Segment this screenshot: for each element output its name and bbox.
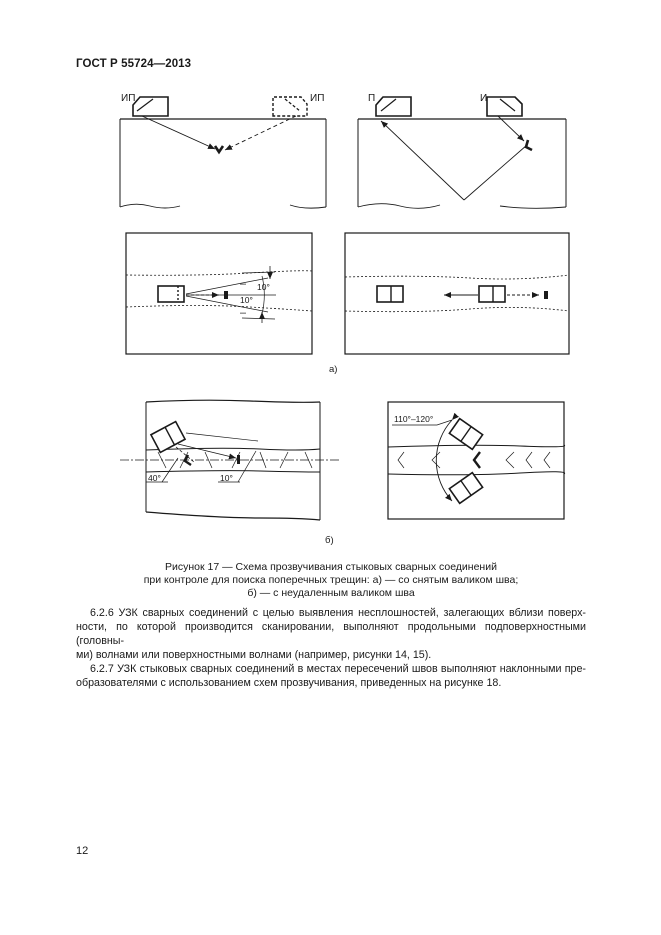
- probe-p: [376, 97, 411, 116]
- caption-line-1: Рисунок 17 — Схема прозвучивания стыковых сварных соединений: [165, 561, 497, 573]
- caption-line-2: при контроле для поиска поперечных трещин: а) — со снятым валиком шва;: [143, 574, 519, 586]
- plan-view-left: [126, 233, 312, 354]
- figure-caption: [76, 561, 586, 600]
- cross-section-right: [358, 97, 566, 208]
- sub-label-a: а): [329, 364, 338, 375]
- p1-line-2: ности, по которой производится сканировании, выполняют продольными подповерхностными (головны-: [76, 621, 586, 647]
- p1-line-1: 6.2.6 УЗК сварных соединений с целью выявления несплошностей, залегающих вблизи поверх-: [90, 607, 586, 619]
- label-l-lower: l: [239, 312, 248, 314]
- sub-label-b: б): [325, 535, 334, 546]
- label-ip-left: ИП: [121, 93, 136, 104]
- page-number: 12: [76, 845, 89, 857]
- p1-line-3: ми) волнами или поверхностными волнами (например, рисунки 14, 15).: [76, 649, 432, 661]
- label-ip-right: ИП: [310, 93, 325, 104]
- cross-section-left: [120, 97, 326, 208]
- label-l-upper: l: [239, 283, 248, 285]
- probe-b-left: [151, 422, 185, 453]
- caption-line-3: б) — с неудаленным валиком шва: [247, 587, 415, 599]
- probe-b-right-lower: [449, 473, 482, 504]
- label-angle-bottom: 10°: [240, 295, 253, 305]
- label-angle-10: 10°: [220, 473, 233, 483]
- crack-mark-right: [526, 140, 532, 150]
- p2-line-2: образователями с использованием схем прозвучивания, приведенных на рисунке 18.: [76, 677, 502, 689]
- document-header: ГОСТ Р 55724—2013: [76, 58, 192, 70]
- label-angle-range: 110°–120°: [394, 414, 434, 424]
- probe-plan-right-2: [479, 286, 505, 302]
- probe-i: [487, 97, 522, 116]
- probe-plan-left: [158, 286, 184, 302]
- crack-mark: [215, 146, 223, 152]
- p2-line-1: 6.2.7 УЗК стыковых сварных соединений в местах пересечений швов выполняют наклонными пре-: [90, 663, 586, 675]
- paragraph-6-2-7: [76, 662, 586, 690]
- paragraph-6-2-6: [76, 606, 586, 662]
- label-i: И: [480, 93, 488, 104]
- label-angle-top: 10°: [257, 282, 270, 292]
- probe-plan-right-1: [377, 286, 403, 302]
- plan-view-right: [345, 233, 569, 354]
- label-p: П: [368, 93, 376, 104]
- label-angle-40: 40°: [148, 473, 161, 483]
- bead-view-left: [120, 400, 340, 520]
- probe-ip-right-dashed: [273, 97, 307, 116]
- probe-ip-left: [133, 97, 168, 116]
